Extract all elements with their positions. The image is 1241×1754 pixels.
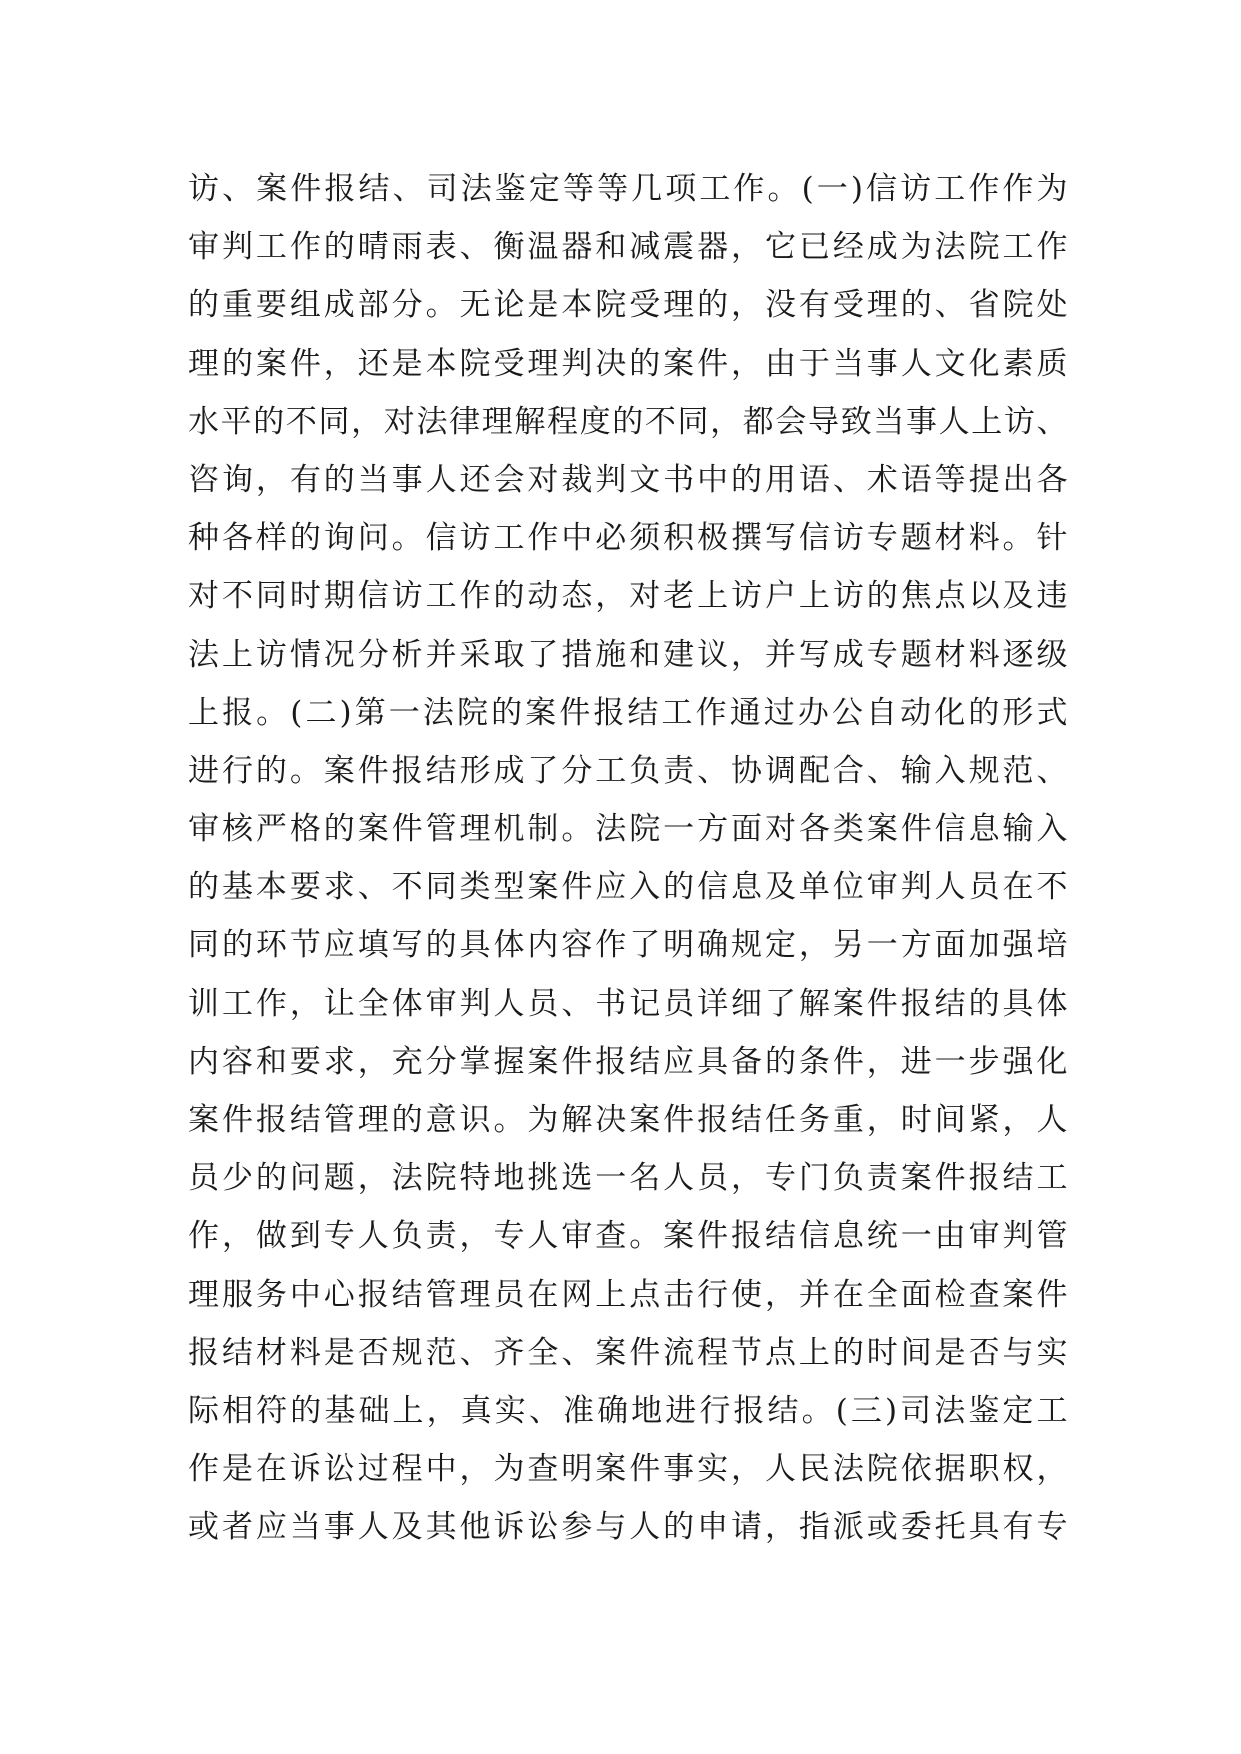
text-line: 员少的问题，法院特地挑选一名人员，专门负责案件报结工 (188, 1160, 1068, 1197)
text-line: 的重要组成部分。无论是本院受理的，没有受理的、省院处 (188, 287, 1068, 324)
text-line: 法上访情况分析并采取了措施和建议，并写成专题材料逐级 (188, 636, 1068, 673)
text-line: 上报。(二)第一法院的案件报结工作通过办公自动化的形式 (188, 694, 1068, 731)
text-line: 种各样的询问。信访工作中必须积极撰写信访专题材料。针 (188, 520, 1068, 557)
text-line: 审核严格的案件管理机制。法院一方面对各类案件信息输入 (188, 811, 1068, 848)
text-line: 对不同时期信访工作的动态，对老上访户上访的焦点以及违 (188, 578, 1068, 615)
text-line: 咨询，有的当事人还会对裁判文书中的用语、术语等提出各 (188, 461, 1068, 498)
body-text (188, 160, 1068, 1557)
text-line: 访、案件报结、司法鉴定等等几项工作。(一)信访工作作为 (188, 171, 1068, 207)
text-line: 际相符的基础上，真实、准确地进行报结。(三)司法鉴定工 (188, 1392, 1068, 1429)
text-line: 理的案件，还是本院受理判决的案件，由于当事人文化素质 (188, 345, 1068, 382)
text-line: 案件报结管理的意识。为解决案件报结任务重，时间紧，人 (188, 1102, 1068, 1138)
text-line: 或者应当事人及其他诉讼参与人的申请，指派或委托具有专 (188, 1509, 1068, 1546)
text-line: 理服务中心报结管理员在网上点击行使，并在全面检查案件 (188, 1276, 1068, 1313)
text-line: 报结材料是否规范、齐全、案件流程节点上的时间是否与实 (188, 1334, 1068, 1371)
text-line: 训工作，让全体审判人员、书记员详细了解案件报结的具体 (188, 985, 1068, 1022)
text-line: 作是在诉讼过程中，为查明案件事实，人民法院依据职权， (188, 1451, 1068, 1488)
text-line: 水平的不同，对法律理解程度的不同，都会导致当事人上访、 (188, 403, 1068, 440)
text-line: 审判工作的晴雨表、衡温器和减震器，它已经成为法院工作 (188, 229, 1068, 266)
text-line: 进行的。案件报结形成了分工负责、协调配合、输入规范、 (188, 752, 1068, 789)
text-line: 作，做到专人负责，专人审查。案件报结信息统一由审判管 (188, 1218, 1068, 1255)
text-line: 内容和要求，充分掌握案件报结应具备的条件，进一步强化 (188, 1043, 1068, 1080)
text-line: 同的环节应填写的具体内容作了明确规定，另一方面加强培 (188, 927, 1068, 964)
text-line: 的基本要求、不同类型案件应入的信息及单位审判人员在不 (188, 869, 1068, 906)
